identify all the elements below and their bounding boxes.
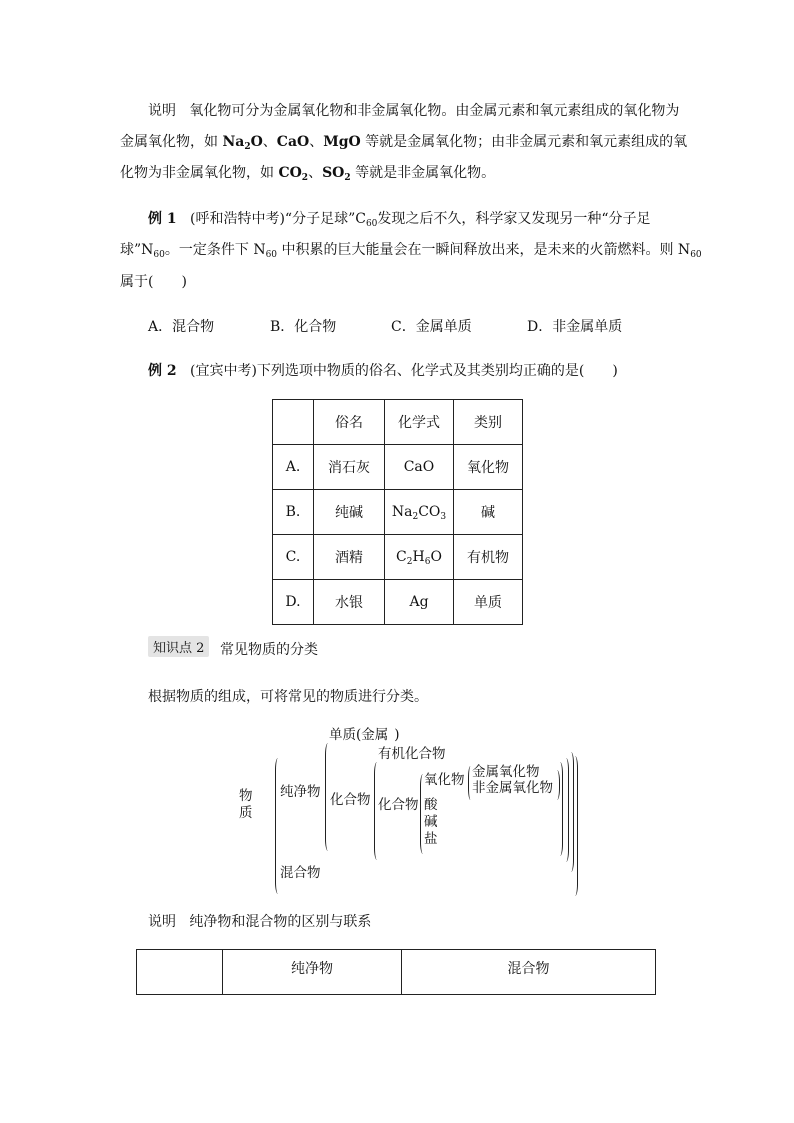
label: ) (394, 727, 400, 743)
note-label: 说明 (148, 103, 176, 119)
formula-mgo: MgO (323, 134, 361, 150)
diagram-mixture: 混合物 (280, 865, 321, 881)
diagram-simple-substance (329, 727, 400, 743)
note-label: 说明 (148, 914, 176, 930)
table-cell: 氧化物 (454, 445, 523, 490)
diagram-oxide: 氧化物 (424, 772, 465, 788)
table-header-cell: 类别 (454, 400, 523, 445)
example2-line (148, 361, 618, 381)
table-cell: 碱 (454, 490, 523, 535)
table-cell: 酒精 (314, 535, 385, 580)
diagram-inorganic: 化合物 (378, 797, 419, 813)
subscript: 60 (153, 250, 165, 260)
label: 单质(金属 (329, 727, 389, 743)
example1-label: 例 1 (148, 211, 177, 227)
formula-so2: $SO_2$ (322, 165, 351, 183)
table-cell: 消石灰 (314, 445, 385, 490)
example1-text: 。一定条件下 N (164, 242, 266, 258)
example2-label: 例 2 (148, 363, 177, 379)
table-cell: 纯碱 (314, 490, 385, 535)
table-row (137, 950, 656, 995)
table-row (273, 400, 523, 445)
subscript: 60 (265, 250, 278, 260)
diagram-nonmetal-oxide: 非金属氧化物 (472, 780, 553, 796)
example1-line3: 属于( ) (120, 274, 187, 290)
diagram-acid: 酸 (424, 797, 438, 813)
example1-line1 (148, 209, 651, 229)
diagram-salt: 盐 (424, 831, 438, 847)
formula-na2o: $Na_2O$ (222, 134, 263, 152)
table-header-cell: 纯净物 (223, 950, 402, 995)
table-row (273, 490, 523, 535)
example1-text: 发现之后不久，科学家又发现另一种“分子足 (377, 211, 651, 227)
table-row (273, 535, 523, 580)
formula-cao: CaO (276, 134, 310, 150)
example2-table (272, 399, 523, 625)
note-text: 化物为非金属氧化物，如 (120, 165, 279, 181)
table-header-cell: 化学式 (385, 400, 454, 445)
table-row (273, 445, 523, 490)
table-cell: $C_2H_6O$ (385, 535, 454, 580)
note-text: 金属氧化物，如 (120, 134, 223, 150)
knowledge-point-title: 常见物质的分类 (220, 642, 318, 658)
diagram-root: 物 (239, 788, 253, 804)
table-header-cell: 混合物 (402, 950, 656, 995)
knowledge-point-badge: 知识点 2 (148, 636, 209, 657)
knowledge-intro: 根据物质的组成，可将常见的物质进行分类。 (148, 689, 428, 705)
diagram-compound: 化合物 (330, 792, 371, 808)
note-text: 氧化物可分为金属氧化物和非金属氧化物。由金属元素和氧元素组成的氧化物为 (189, 103, 680, 119)
note-text: 等就是金属氧化物；由非金属元素和氧元素组成的氧 (360, 134, 688, 150)
table-cell: C. (273, 535, 314, 580)
formula-co2: $CO_2$ (278, 165, 309, 183)
table-cell: B. (273, 490, 314, 535)
comparison-table (136, 949, 656, 995)
diagram-root: 质 (239, 805, 253, 821)
option-c: C．金属单质 (391, 319, 472, 335)
note-text: 等就是非金属氧化物。 (350, 165, 496, 181)
table-header-cell (273, 400, 314, 445)
table-cell: Ag (385, 580, 454, 625)
note-paragraph-2 (148, 912, 371, 932)
example2-text: (宜宾中考)下列选项中物质的俗名、化学式及其类别均正确的是( ) (189, 363, 618, 379)
option-d: D．非金属单质 (527, 319, 623, 335)
table-cell: 有机物 (454, 535, 523, 580)
table-header-cell (137, 950, 223, 995)
diagram-pure: 纯净物 (280, 784, 321, 800)
table-cell: 水银 (314, 580, 385, 625)
note-paragraph-1-line2: 金属氧化物，如 $Na_2O$、CaO、MgO 等就是金属氧化物；由非金属元素和氧元素组成的氧 (120, 134, 688, 152)
table-cell: D. (273, 580, 314, 625)
note-paragraph-1 (148, 101, 679, 121)
example1-text: 球”N (120, 242, 154, 258)
table-row (273, 580, 523, 625)
subscript: 60 (690, 250, 702, 260)
table-header-cell: 俗名 (314, 400, 385, 445)
example1-text: (呼和浩特中考)“分子足球”C (189, 211, 366, 227)
table-cell: 单质 (454, 580, 523, 625)
subscript: 60 (365, 219, 378, 229)
note-text: 纯净物和混合物的区别与联系 (189, 914, 372, 930)
diagram-metal-oxide: 金属氧化物 (472, 764, 540, 780)
option-a: A．混合物 (148, 319, 215, 335)
diagram-organic: 有机化合物 (378, 746, 446, 762)
option-b: B．化合物 (270, 319, 337, 335)
table-cell: CaO (385, 445, 454, 490)
closing-brace (572, 756, 578, 896)
example1-text: 中积累的巨大能量会在一瞬间释放出来，是未来的火箭燃料。则 N (277, 242, 691, 258)
table-cell: A. (273, 445, 314, 490)
example1-line2 (120, 240, 702, 260)
table-cell: $Na_2CO_3$ (385, 490, 454, 535)
diagram-base: 碱 (424, 814, 438, 830)
note-paragraph-1-line3: 化物为非金属氧化物，如 $CO_2$、$SO_2$ 等就是非金属氧化物。 (120, 165, 496, 183)
